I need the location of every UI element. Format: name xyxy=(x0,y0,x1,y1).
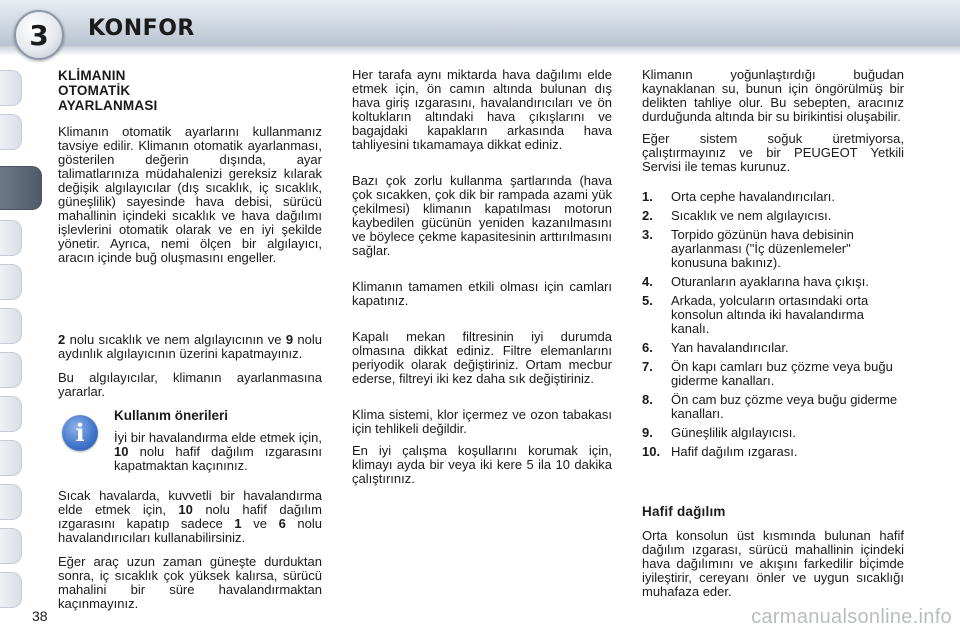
chapter-tab-2[interactable] xyxy=(0,114,22,150)
text-run: nolu aydınlık algılayıcının üzerini kapatmayınız. xyxy=(58,332,322,361)
spacer xyxy=(58,275,322,333)
chapter-tab-4[interactable] xyxy=(0,220,22,256)
chapter-tab-5[interactable] xyxy=(0,264,22,300)
chapter-number: 3 xyxy=(29,18,49,52)
chapter-tab-7[interactable] xyxy=(0,352,22,388)
ref-number: 9 xyxy=(285,332,294,347)
ref-number: 10 xyxy=(178,502,193,517)
numbered-list xyxy=(642,190,904,459)
list-item xyxy=(642,426,904,440)
chapter-tab-3-active[interactable] xyxy=(0,166,42,210)
column-middle xyxy=(352,68,612,496)
paragraph: En iyi çalışma koşullarını korumak için, klimayı ayda bir veya iki kere 5 ila 10 dakika çalıştırınız. xyxy=(352,443,612,486)
paragraph: Kapalı mekan filtresinin iyi durumda olmasına dikkat ediniz. Filtre elemanlarını periyodik olarak değiştiriniz. Ortam mecbur ederse, filtreyi iki kez daha sık değiştiriniz. xyxy=(352,329,612,386)
chapter-tab-1[interactable] xyxy=(0,70,22,106)
info-icon: i xyxy=(62,415,98,451)
section-title-line: OTOMATİK xyxy=(58,83,131,98)
list-number: 3. xyxy=(642,227,653,242)
text-run: nolu hafif dağılım ızgarasını kapatmaktan kaçınınız. xyxy=(114,444,322,473)
list-text: Oturanların ayaklarına hava çıkışı. xyxy=(671,274,869,289)
list-number: 2. xyxy=(642,208,653,223)
list-number: 1. xyxy=(642,189,653,204)
column-right xyxy=(642,68,904,609)
text-run: nolu sıcaklık ve nem algılayıcının ve xyxy=(65,332,286,347)
list-text: Güneşlilik algılayıcısı. xyxy=(671,425,796,440)
paragraph: Klimanın tamamen etkili olması için camları kapatınız. xyxy=(352,279,612,308)
ref-number: 1 xyxy=(234,516,242,531)
chapter-tab-11[interactable] xyxy=(0,528,22,564)
sensors-paragraph xyxy=(58,333,322,361)
list-number: 5. xyxy=(642,293,653,308)
chapter-tab-9[interactable] xyxy=(0,440,22,476)
list-number: 9. xyxy=(642,425,653,440)
list-text: Torpido gözünün hava debisinin ayarlanması ("İç düzenlemeler" konusuna bakınız). xyxy=(671,227,854,270)
header-fade xyxy=(0,46,960,56)
list-text: Ön kapı camları buz çözme veya buğu giderme kanalları. xyxy=(671,359,893,388)
list-item xyxy=(642,360,904,388)
spacer xyxy=(642,464,904,504)
list-number: 7. xyxy=(642,359,653,374)
chapter-badge xyxy=(14,10,64,60)
paragraph: Klimanın yoğunlaştırdığı buğudan kaynaklanan su, bunun için öngörülmüş bir delikten tahliye olur. Bu sebepten, aracınız durduğunda altında bir su birikintisi oluşabilir. xyxy=(642,67,904,124)
page-number: 38 xyxy=(32,608,48,624)
chapter-tab-6[interactable] xyxy=(0,308,22,344)
chapter-tab-8[interactable] xyxy=(0,396,22,432)
list-item xyxy=(642,393,904,421)
list-text: Orta cephe havalandırıcıları. xyxy=(671,189,836,204)
page-header xyxy=(0,0,960,62)
chapter-title: KONFOR xyxy=(88,16,195,41)
text-run: ve xyxy=(241,516,279,531)
list-item xyxy=(642,190,904,204)
list-text: Yan havalandırıcılar. xyxy=(671,340,789,355)
paragraph: Eğer sistem soğuk üretmiyorsa, çalıştırmayınız ve bir PEUGEOT Yetkili Servisi ile temas kurunuz. xyxy=(642,131,904,174)
list-item xyxy=(642,275,904,289)
ref-number: 10 xyxy=(114,444,129,459)
sensors-note: Bu algılayıcılar, klimanın ayarlanmasına yararlar. xyxy=(58,370,322,399)
text-run: Sıcak havalarda, kuvvetli bir havalandırma elde etmek için, xyxy=(58,488,322,517)
list-item xyxy=(642,445,904,459)
paragraph: Bazı çok zorlu kullanma şartlarında (hava çok sıcakken, çok dik bir rampada azami yük çekilmesi) klimanın kapatılması motorun kaybedilen gücünün yeniden kazanılmasını ve böylece çekme kapasitesinin arttırılmasını sağlar. xyxy=(352,173,612,258)
column-left xyxy=(58,68,322,621)
list-item xyxy=(642,294,904,336)
sun-paragraph: Eğer araç uzun zaman güneşte durduktan sonra, iç sıcaklık çok yüksek kalırsa, sürücü mahalini bir süre havalandırmaktan kaçınmayınız. xyxy=(58,554,322,611)
list-text: Hafif dağılım ızgarası. xyxy=(671,444,798,459)
watermark: carmanualsonline.info xyxy=(751,606,952,628)
section-title xyxy=(58,68,322,113)
list-number: 6. xyxy=(642,340,653,355)
list-item xyxy=(642,228,904,270)
hot-weather-paragraph xyxy=(58,489,322,545)
list-number: 8. xyxy=(642,392,653,407)
text-run: nolu hafif dağılım ızgarasını kapatıp sadece xyxy=(58,502,322,531)
text-run: nolu havalandırıcıları kullanabilirsiniz. xyxy=(58,516,322,545)
ref-number: 6 xyxy=(278,516,286,531)
list-number: 4. xyxy=(642,274,653,289)
list-text: Arkada, yolcuların ortasındaki orta konsolun altında iki havalandırma kanalı. xyxy=(671,293,869,336)
paragraph: Her tarafa aynı miktarda hava dağılımı elde etmek için, ön camın altında bulunan dış hava giriş ızgarasını, havalandırıcıları ve ön koltukların altındaki hava çıkışlarını ve bagajdaki kapakların arkasında hava tahliyesini tıkamamaya dikkat ediniz. xyxy=(352,67,612,152)
intro-paragraph: Klimanın otomatik ayarlarını kullanmanız tavsiye edilir. Klimanın otomatik ayarlanması, gösterilen değerin dışında, ayar talimatlarınıza müdahalenizi gereksiz kılarak değişik algılayıcılar (dış sıcaklık, iç sıcaklık, güneşlilik) sayesinde hava debisi, sürücü mahallinin içindeki sıcaklık ve hava dağılımı işlevlerini otomatik olarak ve en iyi şekilde yönetir. Ayrıca, nemi ölçen bir algılayıcı, aracın içinde buğ oluşmasını engeller. xyxy=(58,124,322,265)
list-number: 10. xyxy=(642,444,661,459)
text-run: İyi bir havalandırma elde etmek için, xyxy=(114,430,322,445)
soft-distribution-text: Orta konsolun üst kısmında bulunan hafif dağılım ızgarası, sürücü mahallinin içindeki hava dağılımını ve akışını farkedilir biçimde iyileştirir, cereyanı önler ve uygun sıcaklığı muhafaza eder. xyxy=(642,528,904,599)
list-text: Sıcaklık ve nem algılayıcısı. xyxy=(671,208,832,223)
list-item xyxy=(642,341,904,355)
paragraph: Klima sistemi, klor içermez ve ozon tabakası için tehlikeli değildir. xyxy=(352,407,612,436)
usage-tips-title: Kullanım önerileri xyxy=(114,408,229,423)
chapter-tab-12[interactable] xyxy=(0,572,22,608)
soft-distribution-title: Hafif dağılım xyxy=(642,504,726,519)
usage-tips-box xyxy=(58,409,322,479)
list-item xyxy=(642,209,904,223)
section-title-line: KLİMANIN xyxy=(58,68,126,83)
section-title-line: AYARLANMASI xyxy=(58,98,158,113)
chapter-tab-10[interactable] xyxy=(0,484,22,520)
ref-number: 2 xyxy=(58,332,66,347)
list-text: Ön cam buz çözme veya buğu giderme kanalları. xyxy=(671,392,898,421)
usage-tip-text xyxy=(114,431,322,473)
